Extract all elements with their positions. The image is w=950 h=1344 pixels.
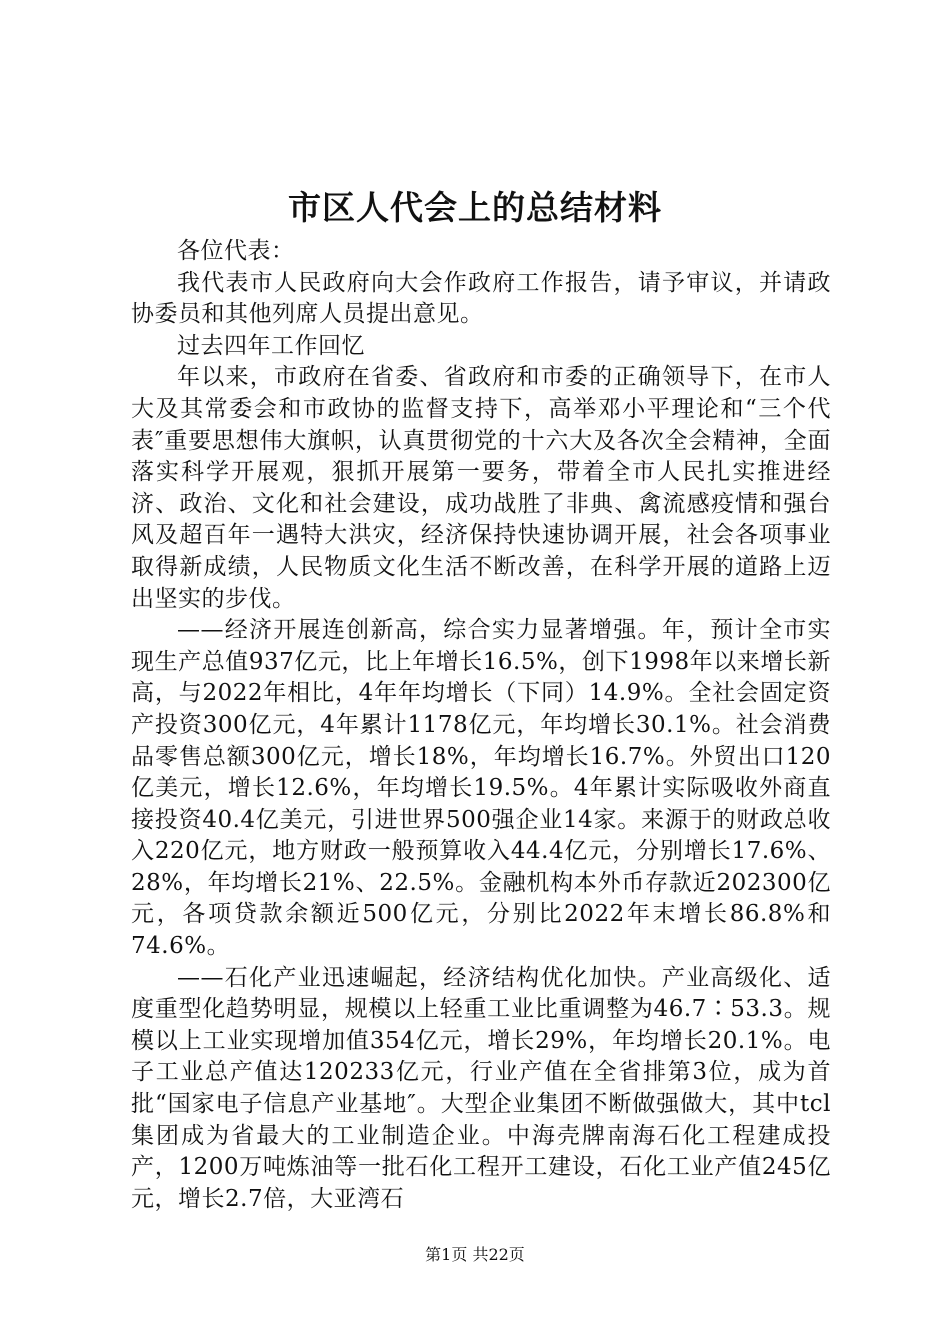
document-title: 市区人代会上的总结材料 <box>288 188 662 227</box>
review-paragraph: 年以来，市政府在省委、省政府和市委的正确领导下，在市人大及其常委会和市政协的监督支持下，高举邓小平理论和“三个代表″重要思想伟大旗帜，认真贯彻党的十六大及各次全会精神，全面落实科学开展观，狠抓开展第一要务，带着全市人民扎实推进经济、政治、文化和社会建设，成功战胜了非典、禽流感疫情和强台风及超百年一遇特大洪灾，经济保持快速协调开展，社会各项事业取得新成绩，人民物质文化生活不断改善，在科学开展的道路上迈出坚实的步伐。 <box>131 364 831 612</box>
page-footer: 第1页 共22页 <box>425 1245 525 1264</box>
document-body <box>131 236 831 1215</box>
petrochemical-paragraph: ——石化产业迅速崛起，经济结构优化加快。产业高级化、适度重型化趋势明显，规模以上轻重工业比重调整为46.7∶53.3。规模以上工业实现增加值354亿元，增长29%，年均增长20.1%。电子工业总产值达120233亿元，行业产值在全省排第3位，成为首批“国家电子信息产业基地″。大型企业集团不断做强做大，其中tcl集团成为省最大的工业制造企业。中海壳牌南海石化工程建成投产，1200万吨炼油等一批石化工程开工建设，石化工业产值245亿元，增长2.7倍，大亚湾石 <box>131 964 831 1212</box>
section-heading: 过去四年工作回忆 <box>177 332 365 359</box>
intro-paragraph: 我代表市人民政府向大会作政府工作报告，请予审议，并请政协委员和其他列席人员提出意见。 <box>131 269 831 328</box>
salutation-paragraph: 各位代表： <box>177 238 295 264</box>
economy-paragraph: ——经济开展连创新高，综合实力显著增强。年，预计全市实现生产总值937亿元，比上年增长16.5%，创下1998年以来增长新高，与2022年相比，4年年均增长（下同）14.9%。全社会固定资产投资300亿元，4年累计1178亿元，年均增长30.1%。社会消费品零售总额300亿元，增长18%，年均增长16.7%。外贸出口120亿美元，增长12.6%，年均增长19.5%。4年累计实际吸收外商直接投资40.4亿美元，引进世界500强企业14家。来源于的财政总收入220亿元，地方财政一般预算收入44.4亿元，分别增长17.6%、28%，年均增长21%、22.5%。金融机构本外币存款近202300亿元，各项贷款余额近500亿元，分别比2022年末增长86.8%和74.6%。 <box>131 617 831 960</box>
